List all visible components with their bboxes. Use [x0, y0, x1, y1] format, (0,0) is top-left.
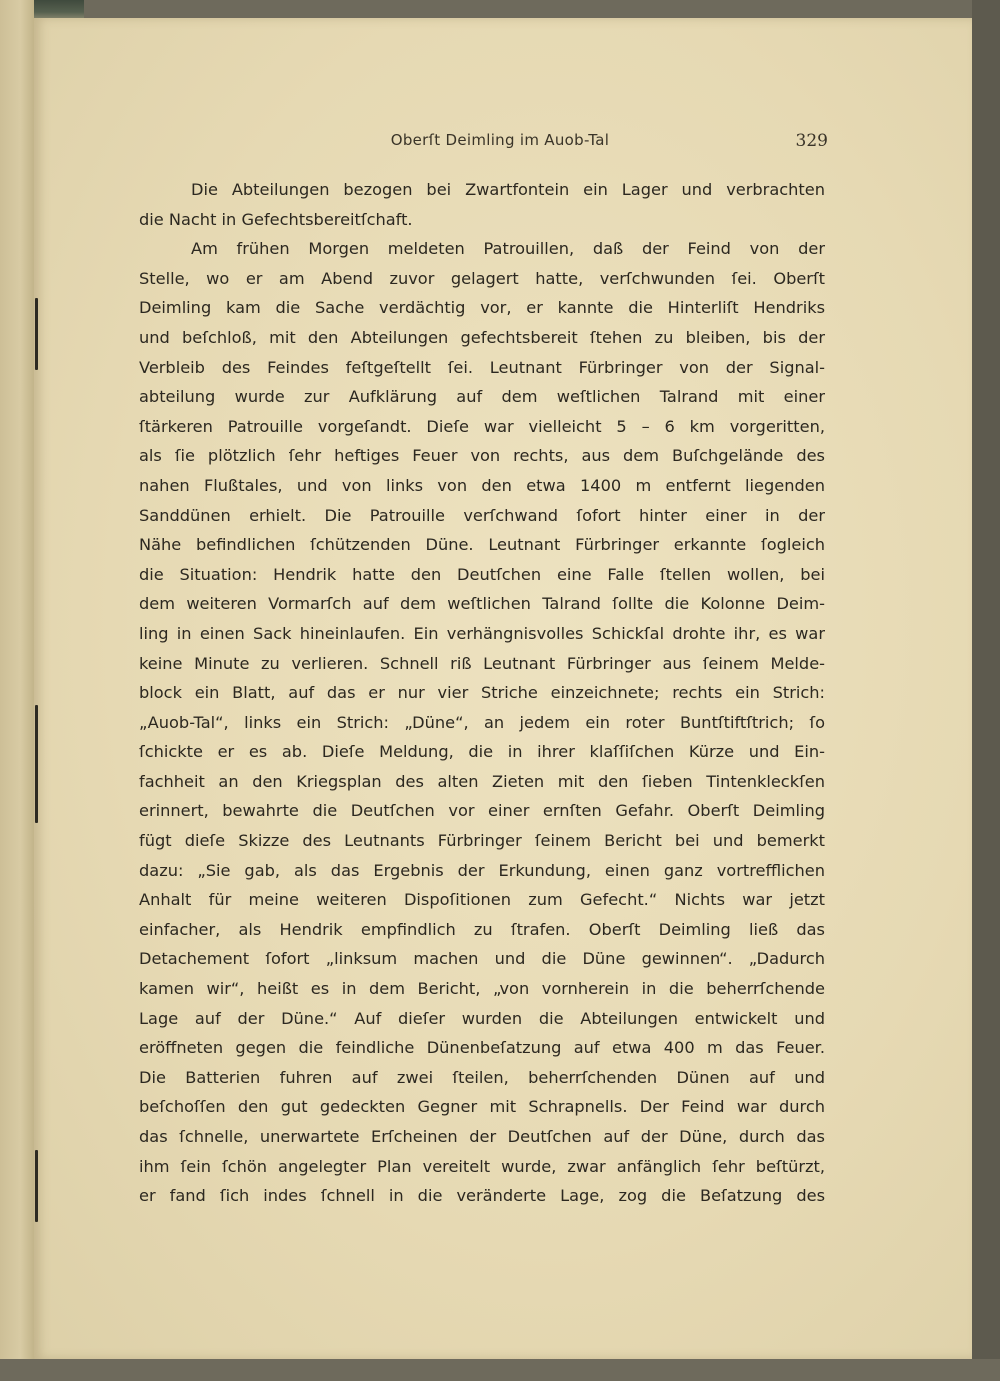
text-line: Die Abteilungen bezogen bei Zwartfontein ein Lager und verbrachten [191, 180, 825, 199]
text-line: abteilung wurde zur Aufklärung auf dem weſtlichen Talrand mit einer [139, 387, 825, 407]
text-line: erinnert, bewahrte die Deutſchen vor einer ernſten Gefahr. Oberſt Deimling [139, 801, 825, 821]
text-line: block ein Blatt, auf das er nur vier Striche einzeichnete; rechts ein Strich: [139, 683, 825, 703]
text-line: dazu: „Sie gab, als das Ergebnis der Erkundung, einen ganz vortrefflichen [139, 860, 825, 880]
text-line: Verbleib des Feindes feſtgeſtellt ſei. Leutnant Fürbringer von der Signal- [139, 357, 825, 377]
text-line: und beſchloß, mit den Abteilungen gefechtsbereit ſtehen zu bleiben, bis der [139, 327, 825, 347]
text-line: ſchickte er es ab. Dieſe Meldung, die in ihrer klaſſiſchen Kürze und Ein- [139, 742, 825, 762]
binding-thread-mark [35, 705, 38, 823]
text-line: nahen Flußtales, und von links von den etwa 1400 m entfernt liegenden [139, 475, 825, 495]
text-line: Lage auf der Düne.“ Auf dieſer wurden die Abteilungen entwickelt und [139, 1008, 825, 1028]
text-line: ling in einen Sack hineinlaufen. Ein verhängnisvolles Schickſal drohte ihr, es war [139, 623, 825, 643]
text-line: eröffneten gegen die feindliche Dünenbeſatzung auf etwa 400 m das Feuer. [139, 1038, 825, 1058]
body-text [139, 175, 825, 1211]
page-number: 329 [795, 131, 828, 151]
text-line: fügt dieſe Skizze des Leutnants Fürbringer ſeinem Bericht bei und bemerkt [139, 831, 825, 851]
scan-background-right [972, 0, 1000, 1381]
book-gutter [0, 0, 34, 1381]
text-line: fachheit an den Kriegsplan des alten Zieten mit den ſieben Tintenkleckſen [139, 771, 825, 791]
text-line: ihm ſein ſchön angelegter Plan vereitelt wurde, zwar anfänglich ſehr beſtürzt, [139, 1156, 825, 1176]
text-line: das ſchnelle, unerwartete Erſcheinen der Deutſchen auf der Düne, durch das [139, 1127, 825, 1146]
text-line: Deimling kam die Sache verdächtig vor, er kannte die Hinterliſt Hendriks [139, 298, 825, 318]
text-line: kamen wir“, heißt es in dem Bericht, „von vornherein in die beherrſchende [139, 979, 825, 999]
text-line: Anhalt für meine weiteren Dispoſitionen zum Gefecht.“ Nichts war jetzt [139, 890, 825, 910]
text-line: beſchoſſen den gut gedeckten Gegner mit Schrapnells. Der Feind war durch [139, 1097, 825, 1117]
text-line: Stelle, wo er am Abend zuvor gelagert hatte, verſchwunden ſei. Oberſt [139, 268, 825, 288]
running-title: Oberſt Deimling im Auob-Tal [390, 131, 610, 149]
scan-background-bottom [0, 1359, 1000, 1381]
text-line: die Situation: Hendrik hatte den Deutſchen eine Falle ſtellen wollen, bei [139, 564, 825, 584]
text-line: Nähe befindlichen ſchützenden Düne. Leutnant Fürbringer erkannte ſogleich [139, 535, 825, 555]
binding-thread-mark [35, 298, 38, 370]
text-line: „Auob-Tal“, links ein Strich: „Düne“, an jedem ein roter Buntſtiftſtrich; ſo [139, 712, 825, 732]
text-line: Sanddünen erhielt. Die Patrouille verſchwand ſofort hinter einer in der [139, 505, 825, 525]
binding-thread-mark [35, 1150, 38, 1222]
text-line: Die Batterien fuhren auf zwei ſteilen, beherrſchenden Dünen auf und [139, 1067, 825, 1087]
text-line: er fand ſich indes ſchnell in die veränderte Lage, zog die Beſatzung des [139, 1186, 825, 1206]
text-line: Detachement ſofort „linksum machen und die Düne gewinnen“. „Dadurch [139, 949, 825, 969]
text-line: Am frühen Morgen meldeten Patrouillen, daß der Feind von der [191, 239, 825, 259]
text-line: ſtärkeren Patrouille vorgeſandt. Dieſe war vielleicht 5 – 6 km vorgeritten, [139, 416, 825, 436]
text-line: als ſie plötzlich ſehr heftiges Feuer von rechts, aus dem Buſchgelände des [139, 446, 825, 466]
text-line: einfacher, als Hendrik empfindlich zu ſtrafen. Oberſt Deimling ließ das [139, 919, 825, 939]
text-line: dem weiteren Vormarſch auf dem weſtlichen Talrand ſollte die Kolonne Deim- [139, 594, 825, 614]
text-line: die Nacht in Gefechtsbereitſchaft. [139, 209, 413, 229]
text-line: keine Minute zu verlieren. Schnell riß Leutnant Fürbringer aus ſeinem Melde- [139, 653, 825, 673]
